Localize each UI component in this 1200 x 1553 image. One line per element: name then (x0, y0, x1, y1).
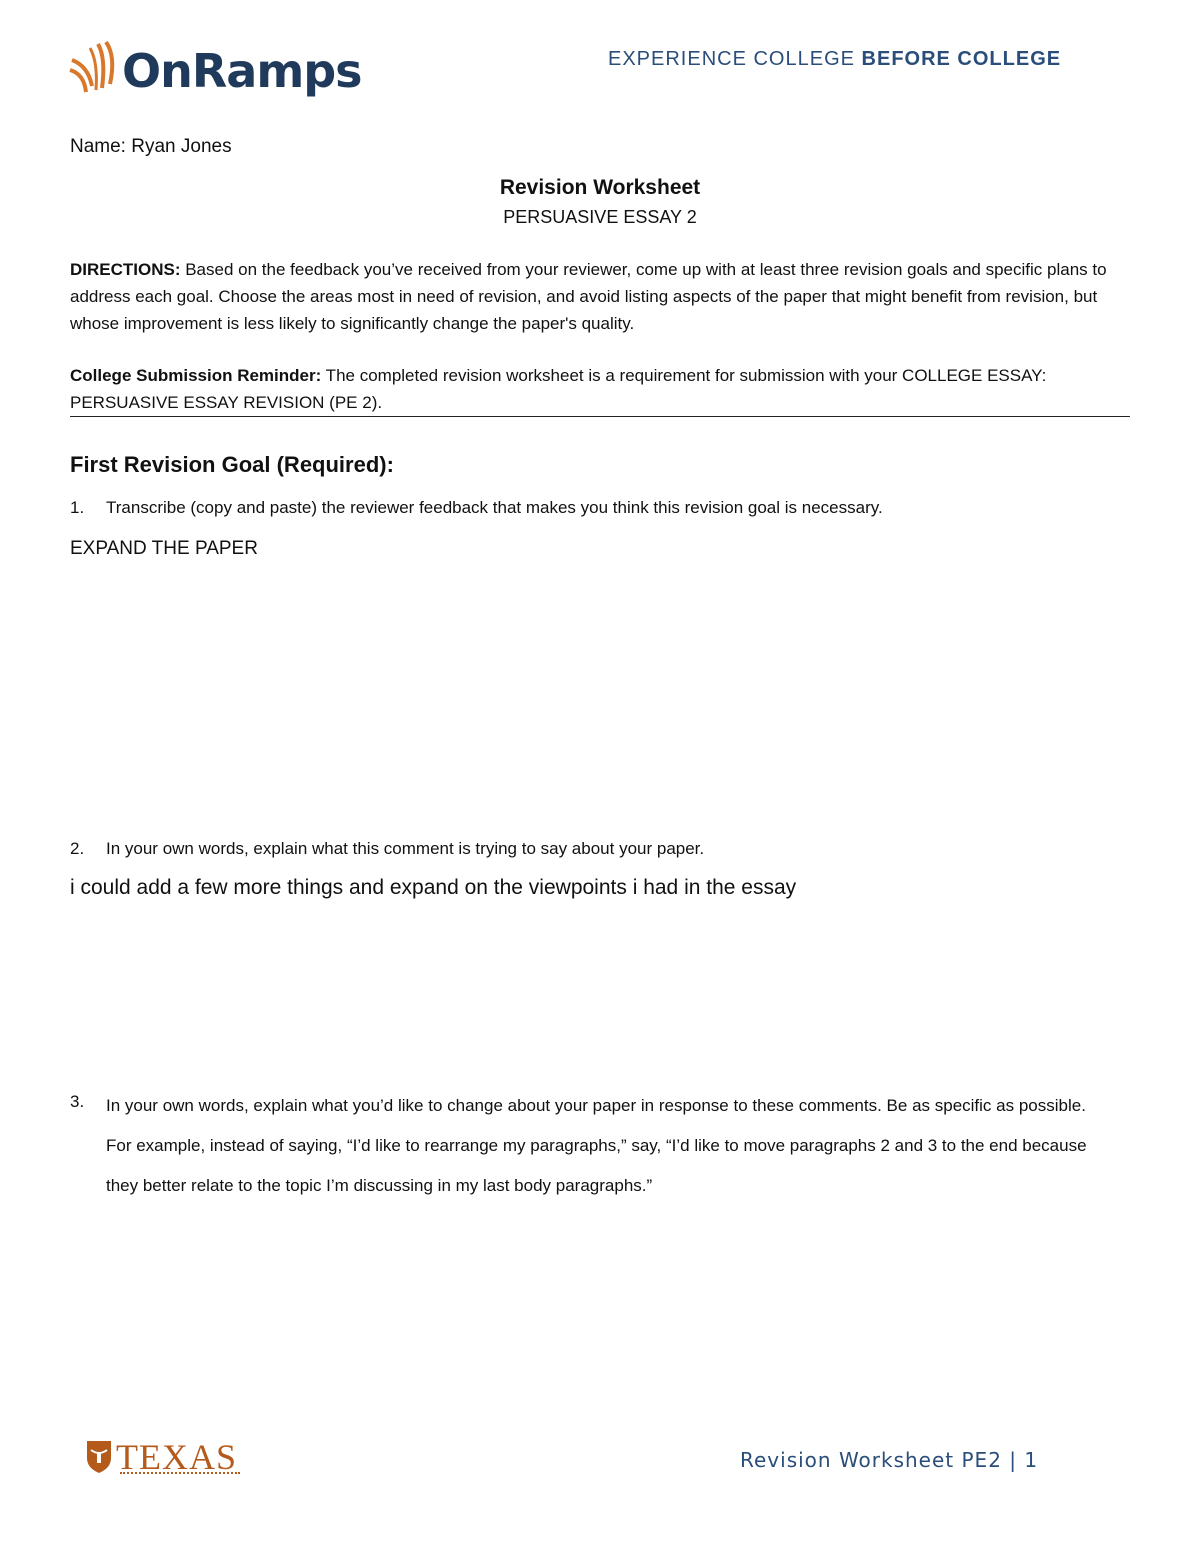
directions-text: Based on the feedback you’ve received from your reviewer, come up with at least three revision goals and specific plans to address each goal. Choose the areas most in need of revision, and avoid listing aspects of the paper that might benefit from revision, but whose improvement is less likely to significantly change the paper's quality. (70, 260, 1107, 333)
reminder-label: College Submission Reminder: (70, 366, 322, 385)
reminder-text: The completed revision worksheet is a requirement for submission with your COLLEGE ESSAY: PERSUASIVE ESSAY REVISION (PE 2). (70, 366, 1047, 412)
worksheet-title: Revision Worksheet (499, 176, 701, 199)
question-text: In your own words, explain what this comment is trying to say about your paper. (106, 839, 705, 858)
answer-1[interactable]: EXPAND THE PAPER (70, 538, 258, 559)
texas-logo (86, 1437, 246, 1486)
directions-paragraph (70, 256, 1130, 337)
texas-wordmark: TEXAS (116, 1437, 237, 1477)
directions-label: DIRECTIONS: (70, 260, 181, 279)
page-footer: Revision Worksheet PE2 | 1 (740, 1448, 1039, 1472)
question-text: In your own words, explain what you’d like to change about your paper in response to these comments. Be as specific as possible. For example, instead of saying, “I’d like to rearrange my paragraphs,” say, “I’d like to move paragraphs 2 and 3 to the end because they better relate to the topic I’m discussing in my last body paragraphs.” (106, 1096, 1087, 1195)
answer-2[interactable]: i could add a few more things and expand on the viewpoints i had in the essay (70, 876, 797, 899)
tagline-bold: BEFORE COLLEGE (861, 48, 1062, 70)
section-divider (70, 416, 1130, 417)
texas-subline (120, 1472, 240, 1478)
onramps-swoosh-icon (68, 40, 120, 102)
worksheet-subtitle: PERSUASIVE ESSAY 2 (503, 207, 697, 227)
header-tagline (608, 48, 1061, 71)
question-number: 3. (70, 1092, 85, 1111)
student-name: Name: Ryan Jones (70, 136, 232, 157)
longhorn-shield-icon (86, 1440, 112, 1474)
question-text: Transcribe (copy and paste) the reviewer feedback that makes you think this revision goal is necessary. (106, 498, 883, 517)
question-number: 2. (70, 839, 85, 858)
question-number: 1. (70, 498, 85, 517)
onramps-wordmark: OnRamps (122, 44, 362, 98)
tagline-regular: EXPERIENCE COLLEGE (608, 48, 862, 70)
submission-reminder (70, 362, 1130, 416)
onramps-logo (68, 40, 368, 112)
goal-heading: First Revision Goal (Required): (70, 452, 394, 477)
